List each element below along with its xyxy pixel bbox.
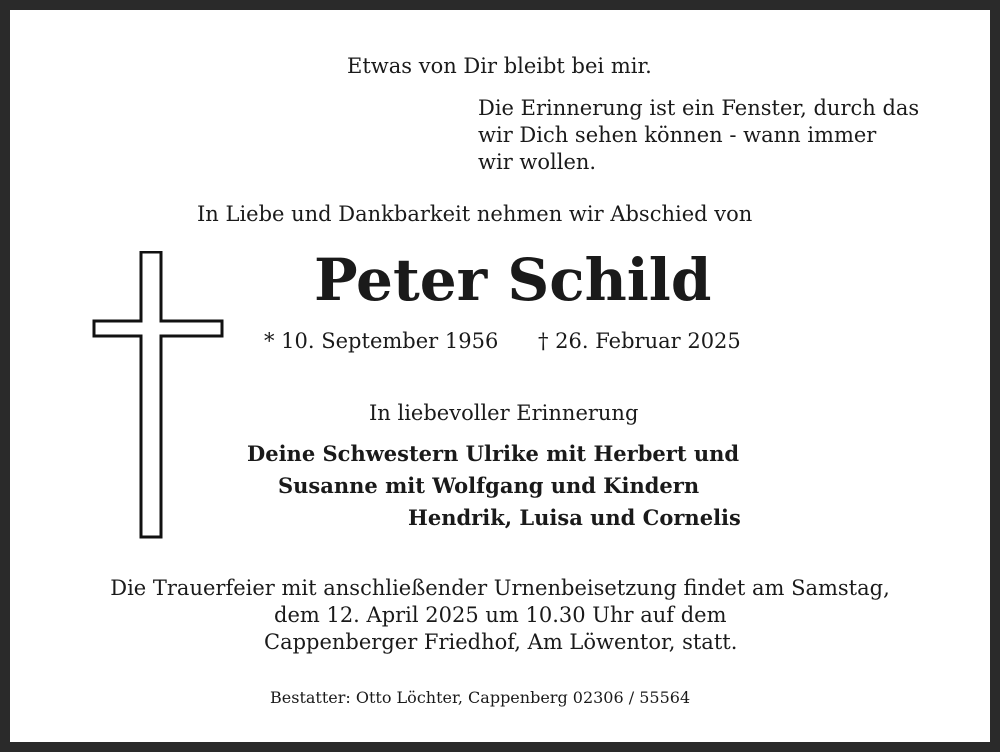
ceremony-line: Cappenberger Friedhof, Am Löwentor, statt. <box>264 630 738 654</box>
motto-line: Etwas von Dir bleibt bei mir. <box>347 54 652 78</box>
undertaker-line: Bestatter: Otto Löchter, Cappenberg 02306 / 55564 <box>270 688 691 707</box>
death-date: † 26. Februar 2025 <box>538 329 741 353</box>
mourner-line: Susanne mit Wolfgang und Kindern <box>278 473 700 498</box>
intro-line: In Liebe und Dankbarkeit nehmen wir Abschied von <box>197 202 753 226</box>
cross-icon <box>92 251 224 539</box>
mourner-line: Deine Schwestern Ulrike mit Herbert und <box>247 441 740 466</box>
quote-line: Die Erinnerung ist ein Fenster, durch das <box>478 96 920 120</box>
quote-line: wir wollen. <box>478 150 597 174</box>
birth-date: * 10. September 1956 <box>264 329 499 353</box>
ceremony-line: dem 12. April 2025 um 10.30 Uhr auf dem <box>274 603 727 627</box>
quote-line: wir Dich sehen können - wann immer <box>478 123 877 147</box>
remembrance-line: In liebevoller Erinnerung <box>369 401 639 425</box>
deceased-name: Peter Schild <box>314 246 712 314</box>
mourner-line: Hendrik, Luisa und Cornelis <box>408 505 741 530</box>
ceremony-line: Die Trauerfeier mit anschließender Urnenbeisetzung findet am Samstag, <box>110 576 890 600</box>
